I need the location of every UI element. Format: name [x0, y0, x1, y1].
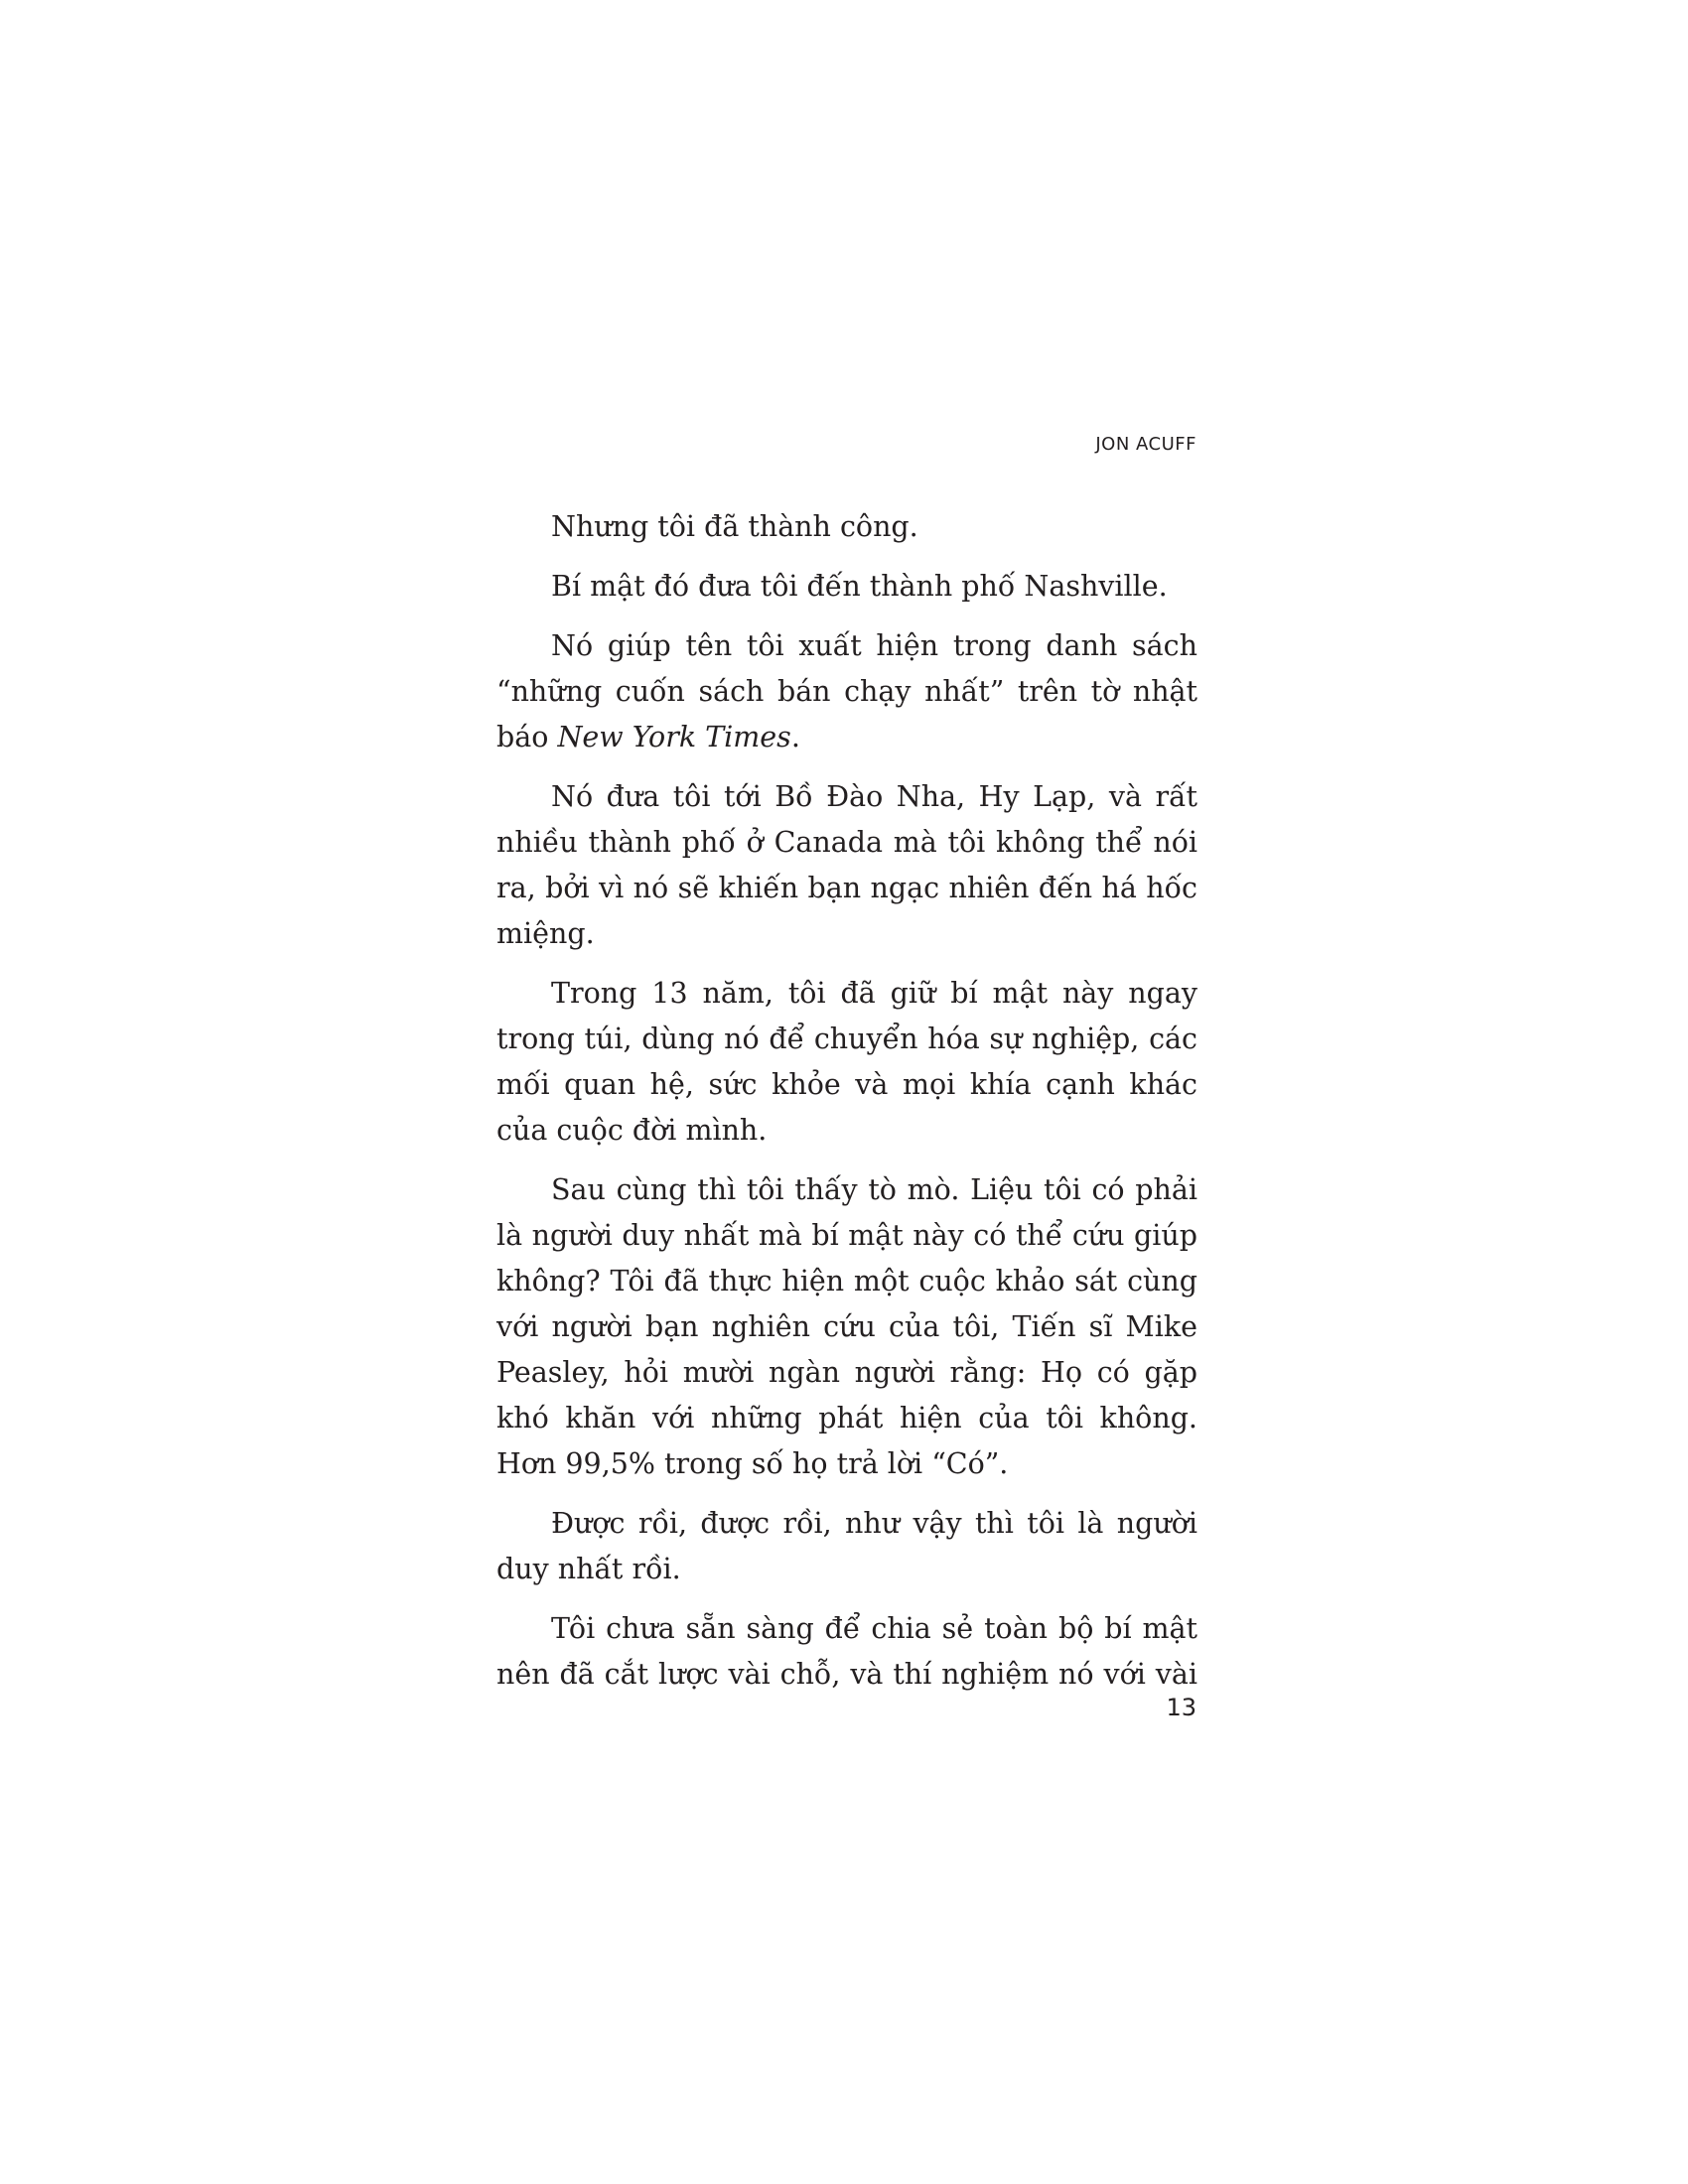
- paragraph-6: [496, 1167, 1197, 1487]
- paragraph-7: [496, 1501, 1197, 1592]
- paragraph-3: [496, 623, 1197, 760]
- paragraph-text-end: .: [790, 721, 800, 753]
- paragraph-2: [496, 564, 1197, 610]
- newspaper-title: New York Times: [557, 721, 791, 753]
- paragraph-text: Tôi chưa sẵn sàng để chia sẻ toàn bộ bí mật nên đã cắt lược vài chỗ, và thí nghiệm nó với vài: [496, 1612, 1197, 1691]
- body-text: [496, 504, 1197, 1698]
- paragraph-text: Sau cùng thì tôi thấy tò mò. Liệu tôi có phải là người duy nhất mà bí mật này có thể cứu giúp không? Tôi đã thực hiện một cuộc khảo sát cùng với người bạn nghiên cứu của tôi, Tiến sĩ Mike Peasley, hỏi mười ngàn người rằng: Họ có gặp khó khăn với những phát hiện của tôi không. Hơn 99,5% trong số họ trả lời “Có”.: [496, 1173, 1197, 1480]
- paragraph-text: Được rồi, được rồi, như vậy thì tôi là người duy nhất rồi.: [496, 1507, 1197, 1585]
- paragraph-text: Trong 13 năm, tôi đã giữ bí mật này ngay trong túi, dùng nó để chuyển hóa sự nghiệp, các mối quan hệ, sức khỏe và mọi khía cạnh khác của cuộc đời mình.: [496, 977, 1197, 1147]
- paragraph-text: Nó giúp tên tôi xuất hiện trong danh sách “những cuốn sách bán chạy nhất” trên tờ nhật báo: [496, 629, 1197, 753]
- paragraph-4: [496, 774, 1197, 957]
- page-number: 13: [1166, 1694, 1196, 1721]
- running-header: JON ACUFF: [1095, 434, 1196, 455]
- paragraph-text: Nó đưa tôi tới Bồ Đào Nha, Hy Lạp, và rất nhiều thành phố ở Canada mà tôi không thể nói ra, bởi vì nó sẽ khiến bạn ngạc nhiên đến há hốc miệng.: [496, 780, 1197, 950]
- paragraph-text: Bí mật đó đưa tôi đến thành phố Nashville.: [551, 570, 1168, 603]
- paragraph-5: [496, 971, 1197, 1154]
- paragraph-1: [496, 504, 1197, 550]
- paragraph-8: [496, 1606, 1197, 1698]
- paragraph-text: Nhưng tôi đã thành công.: [551, 510, 918, 543]
